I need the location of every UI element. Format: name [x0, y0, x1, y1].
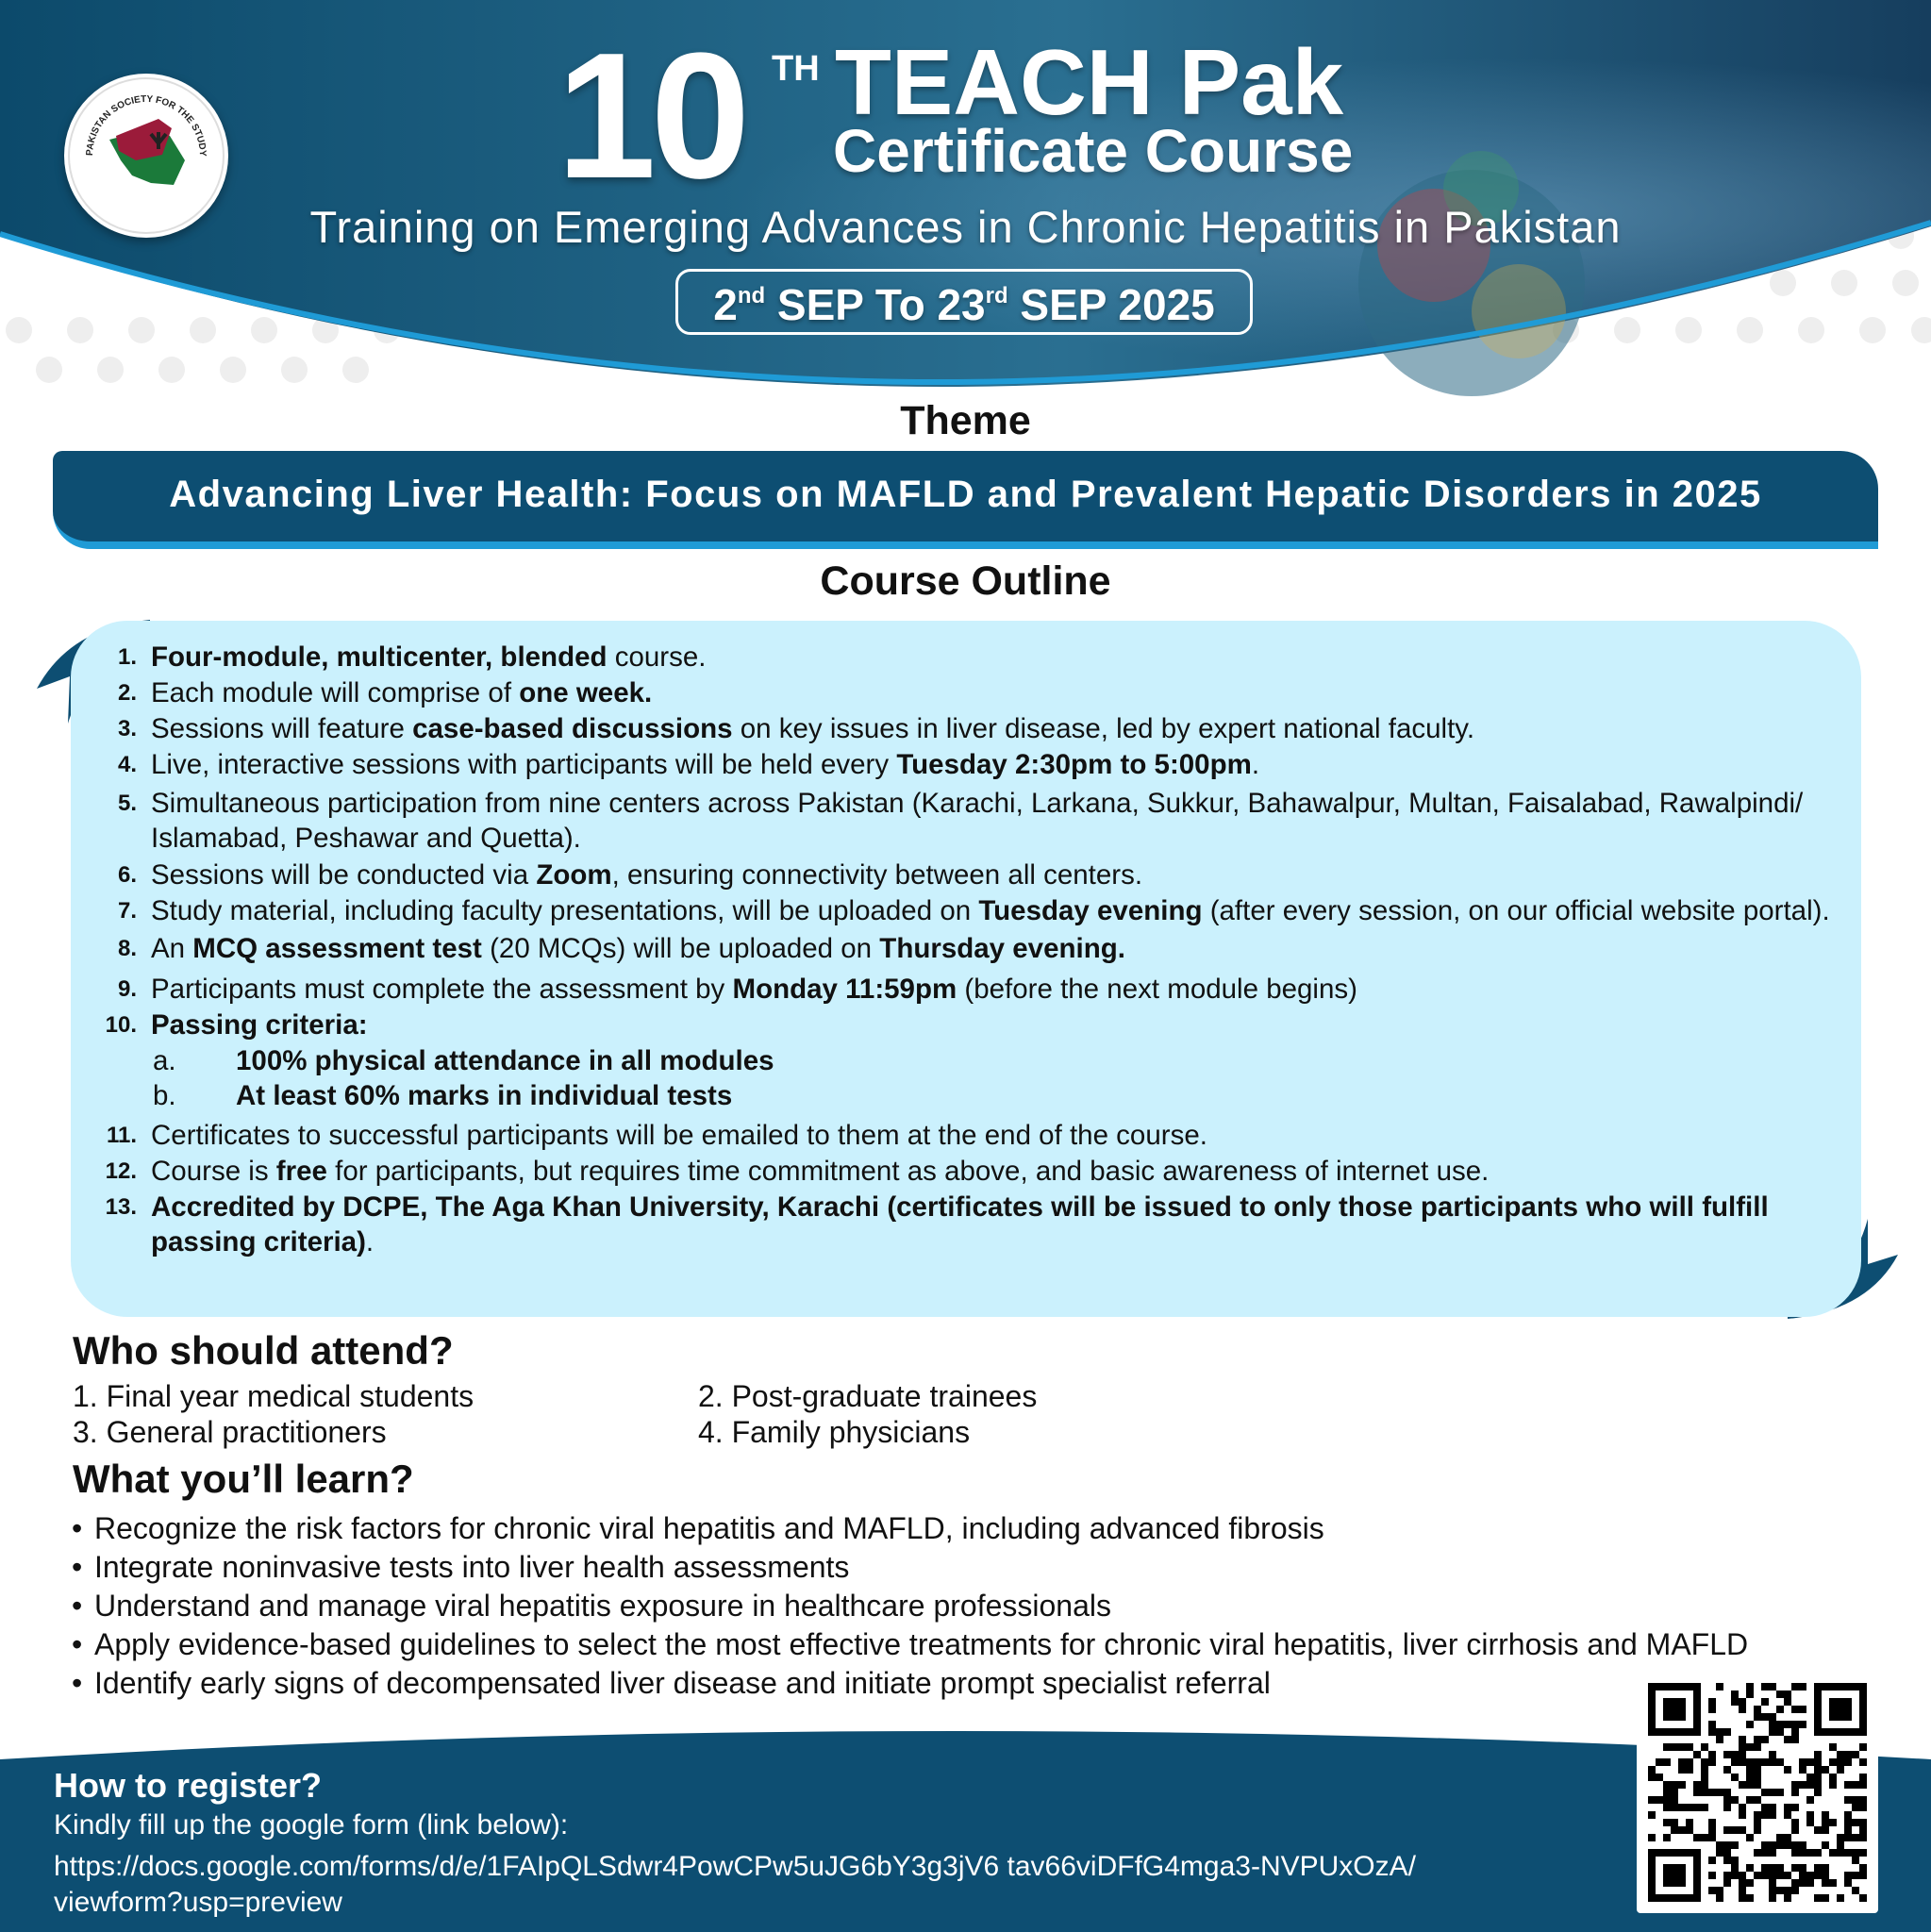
- item-number: 12.: [105, 1158, 137, 1184]
- criteria-text: 100% physical attendance in all modules: [236, 1045, 774, 1076]
- what-youll-learn-heading: What you’ll learn?: [73, 1457, 414, 1501]
- list-item: [102, 1154, 1847, 1189]
- item-bold: free: [275, 1156, 327, 1187]
- item-text: .: [365, 1226, 375, 1257]
- item-text: on key issues in liver disease, led by expert national faculty.: [732, 713, 1475, 744]
- item-text: (20 MCQs) will be uploaded on: [481, 933, 880, 964]
- item-text: , ensuring connectivity between all centers.: [611, 859, 1143, 891]
- item-bold: one week.: [519, 677, 653, 708]
- learning-outcome: • Understand and manage viral hepatitis exposure in healthcare professionals: [72, 1587, 1864, 1625]
- course-subtitle: Certificate Course: [833, 117, 1354, 185]
- list-item: [102, 711, 1847, 746]
- item-number: 7.: [117, 898, 137, 924]
- list-item: [102, 1118, 1847, 1153]
- item-number: 13.: [105, 1194, 137, 1220]
- item-text: (before the next module begins): [957, 974, 1357, 1005]
- criteria-item: [102, 1043, 1847, 1078]
- item-text: Sessions will be conducted via: [151, 859, 537, 891]
- date-end-suffix: rd: [985, 283, 1008, 308]
- date-badge: [675, 269, 1253, 335]
- item-bold: case-based discussions: [412, 713, 733, 744]
- item-bold: Passing criteria:: [151, 1009, 368, 1041]
- audience-item: 4. Family physicians: [698, 1415, 971, 1449]
- item-text: An: [151, 933, 193, 964]
- learning-outcome: • Identify early signs of decompensated liver disease and initiate prompt specialist referral: [72, 1664, 1864, 1703]
- list-item: [102, 858, 1847, 892]
- item-bold: Monday 11:59pm: [732, 974, 957, 1005]
- item-number: 2.: [117, 680, 137, 706]
- item-text: course.: [607, 641, 707, 673]
- who-should-attend-heading: Who should attend?: [73, 1328, 454, 1373]
- audience-item: 3. General practitioners: [73, 1415, 387, 1449]
- item-number: 10.: [105, 1012, 137, 1038]
- item-text: for participants, but requires time commitment as above, and basic awareness of internet use.: [326, 1156, 1490, 1187]
- item-bold: Four-module, multicenter, blended: [151, 641, 608, 673]
- item-bold: MCQ assessment test: [192, 933, 482, 964]
- item-number: 1.: [117, 644, 137, 670]
- item-number: 11.: [106, 1123, 137, 1148]
- course-title: TEACH Pak: [835, 30, 1344, 134]
- register-instruction: Kindly fill up the google form (link below):: [54, 1809, 569, 1840]
- learning-outcome: • Recognize the risk factors for chronic viral hepatitis and MAFLD, including advanced fibrosis: [72, 1509, 1864, 1548]
- item-text: (after every session, on our official website portal).: [1202, 895, 1830, 926]
- learning-outcome: • Apply evidence-based guidelines to select the most effective treatments for chronic viral hepatitis, liver cirrhosis and MAFLD: [72, 1625, 1864, 1664]
- item-text: Sessions will feature: [151, 713, 413, 744]
- list-item: [102, 675, 1847, 710]
- list-item: [102, 640, 1847, 675]
- edition-number: 10: [557, 16, 745, 216]
- list-item: [102, 931, 1847, 966]
- item-text: Course is: [151, 1156, 276, 1187]
- date-start-day: 2: [713, 280, 738, 329]
- item-number: 3.: [117, 716, 137, 741]
- registration-link[interactable]: https://docs.google.com/forms/d/e/1FAIpQLSdwr4PowCPw5uJG6bY3g3jV6 tav66viDFfG4mga3-NVPUxOzA/: [54, 1851, 1416, 1882]
- qr-code-icon: [1637, 1672, 1878, 1913]
- item-bold: Accredited by DCPE, The Aga Khan University, Karachi (certificates will be issued to only those participants who will fulfill passing criteria): [151, 1191, 1769, 1257]
- criteria-letter: b.: [153, 1080, 176, 1111]
- date-end-rest: SEP 2025: [1007, 280, 1215, 329]
- theme-banner: Advancing Liver Health: Focus on MAFLD and Prevalent Hepatic Disorders in 2025: [53, 451, 1878, 549]
- theme-heading: Theme: [900, 398, 1031, 443]
- item-number: 4.: [117, 752, 137, 777]
- criteria-item: [102, 1078, 1847, 1113]
- course-outline-heading: Course Outline: [820, 558, 1111, 604]
- item-bold: Tuesday 2:30pm to 5:00pm: [896, 749, 1252, 780]
- item-text: .: [1251, 749, 1260, 780]
- item-number: 6.: [117, 862, 137, 888]
- how-to-register-heading: How to register?: [54, 1766, 323, 1805]
- item-text: Study material, including faculty presentations, will be uploaded on: [151, 895, 979, 926]
- tagline: Training on Emerging Advances in Chronic Hepatitis in Pakistan: [309, 202, 1622, 252]
- item-bold: Zoom: [536, 859, 612, 891]
- list-item: [102, 893, 1847, 928]
- list-item: [102, 747, 1847, 782]
- learning-outcome: • Integrate noninvasive tests into liver health assessments: [72, 1548, 1864, 1587]
- criteria-letter: a.: [153, 1045, 176, 1076]
- list-item: [102, 786, 1847, 856]
- item-bold: Thursday evening.: [879, 933, 1125, 964]
- registration-link-continued[interactable]: viewform?usp=preview: [54, 1887, 342, 1918]
- criteria-text: At least 60% marks in individual tests: [236, 1080, 733, 1111]
- item-number: 9.: [117, 976, 137, 1002]
- item-text: Certificates to successful participants will be emailed to them at the end of the course.: [151, 1120, 1207, 1151]
- item-number: 8.: [117, 936, 137, 961]
- list-item: [102, 972, 1847, 1007]
- date-start-rest: SEP To 23: [765, 280, 986, 329]
- item-text: Participants must complete the assessment by: [151, 974, 733, 1005]
- learning-outcomes-list: [72, 1509, 1864, 1703]
- edition-suffix: TH: [772, 49, 820, 89]
- item-number: 5.: [117, 791, 137, 816]
- list-item: [102, 1008, 1847, 1042]
- item-text: Each module will comprise of: [151, 677, 520, 708]
- list-item: [102, 1190, 1847, 1259]
- course-outline-list: [102, 640, 1847, 1260]
- audience-item: 2. Post-graduate trainees: [698, 1379, 1038, 1413]
- item-text: Live, interactive sessions with participants will be held every: [151, 749, 897, 780]
- date-start-suffix: nd: [737, 283, 766, 308]
- item-bold: Tuesday evening: [978, 895, 1203, 926]
- qr-code[interactable]: [1637, 1672, 1878, 1913]
- audience-item: 1. Final year medical students: [73, 1379, 474, 1413]
- logo-text: PAKISTAN SOCIETY FOR THE STUDY: [84, 93, 208, 157]
- item-text: Simultaneous participation from nine centers across Pakistan (Karachi, Larkana, Sukkur, Bahawalpur, Multan, Faisalabad, Rawalpindi/ Islamabad, Peshawar and Quetta).: [151, 788, 1804, 854]
